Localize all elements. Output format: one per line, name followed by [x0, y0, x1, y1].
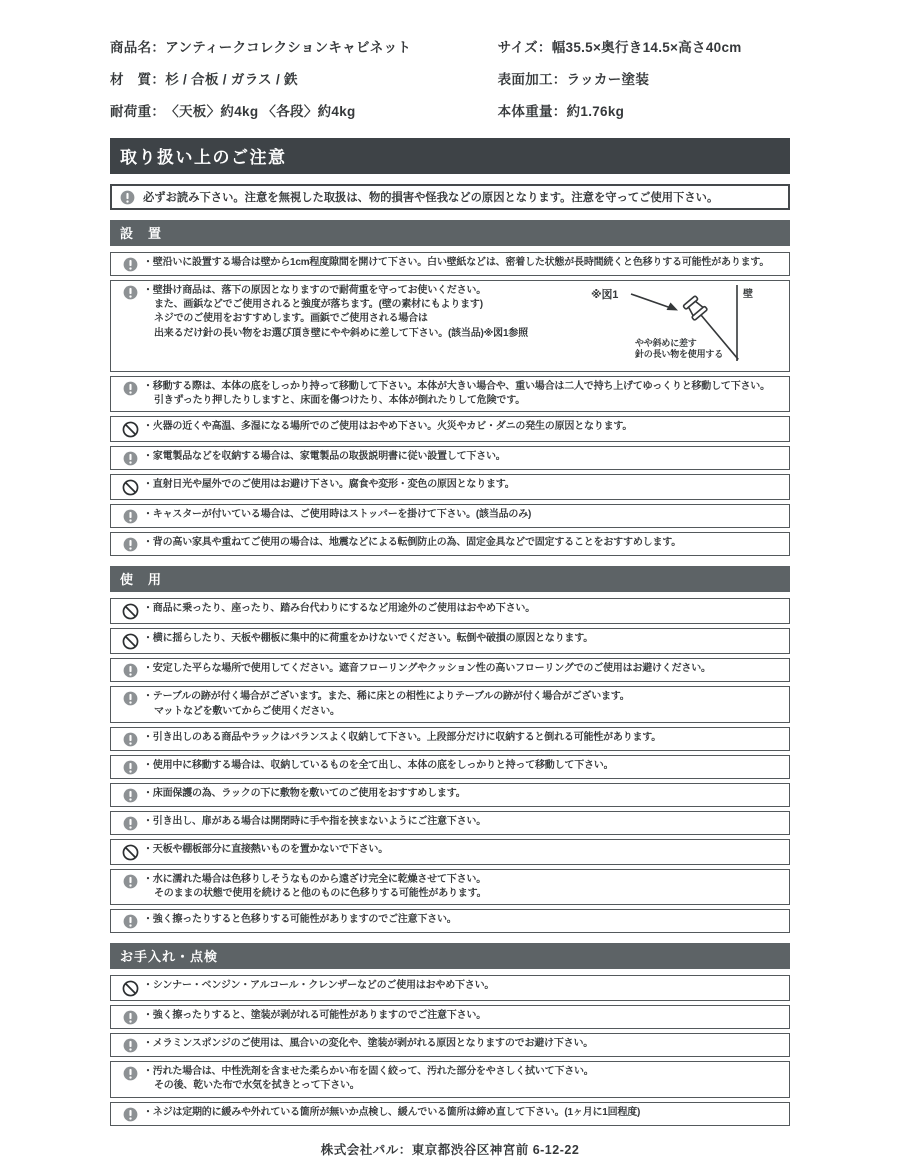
- section-use: [110, 566, 790, 933]
- instruction-row: [110, 869, 790, 905]
- instruction-text: [143, 508, 785, 522]
- instruction-line: ・水に濡れた場合は色移りしそうなものから遠ざけ完全に乾燥させて下さい。: [143, 873, 486, 885]
- instruction-text: [143, 815, 785, 829]
- figure-caption-line-2: 針の長い物を使用する: [635, 349, 724, 359]
- instruction-text: [143, 1106, 785, 1120]
- instruction-text: [143, 450, 785, 464]
- instruction-row: [110, 628, 790, 654]
- instruction-line: ・直射日光や屋外でのご使用はお避け下さい。腐食や変形・変色の原因となります。: [143, 479, 515, 491]
- instruction-row: [110, 598, 790, 624]
- caution-icon: [117, 914, 143, 929]
- caution-icon-glyph: [123, 451, 138, 466]
- product-info-value: 幅35.5×奥行き14.5×高さ40cm: [551, 40, 742, 55]
- caution-icon-glyph: [123, 732, 138, 747]
- caution-icon-glyph: [123, 788, 138, 803]
- pushpin-figure: [585, 283, 785, 363]
- instruction-text: [143, 602, 785, 616]
- product-info-label: 材 質：: [110, 72, 166, 87]
- instruction-text: [143, 380, 785, 408]
- product-info-value: アンティークコレクションキャビネット: [165, 40, 412, 55]
- caution-icon: [117, 663, 143, 678]
- instruction-line: ・移動する際は、本体の底をしっかり持って移動して下さい。本体が大きい場合や、重い場合は二人で持ち上げてゆっくりと移動して下さい。: [143, 381, 770, 392]
- instruction-line: その後、乾いた布で水気を拭きとって下さい。: [154, 1080, 360, 1092]
- caution-icon: [120, 190, 135, 205]
- instruction-row: [110, 783, 790, 807]
- caution-icon-glyph: [123, 1038, 138, 1053]
- product-info-value: 〈天板〉約4kg 〈各段〉約4kg: [165, 104, 356, 119]
- prohibition-icon: [117, 844, 143, 861]
- section-header-maintenance: [110, 943, 790, 969]
- instruction-text: [143, 979, 785, 993]
- instruction-line: 引きずったり押したりしますと、床面を傷つけたり、本体が倒れたりして危険です。: [154, 395, 525, 407]
- product-info-row: [498, 62, 790, 94]
- caution-icon: [117, 691, 143, 706]
- prohibition-icon-glyph: [122, 603, 139, 620]
- instruction-row: [110, 280, 790, 372]
- instruction-row: [110, 1005, 790, 1029]
- caution-icon-glyph: [123, 537, 138, 552]
- instruction-text: [143, 662, 785, 676]
- notice-text: 必ずお読み下さい。注意を無視した取扱は、物的損害や怪我などの原因となります。注意を守ってご使用下さい。: [143, 192, 719, 204]
- instruction-line: ・ネジは定期的に緩みや外れている箇所が無いか点検し、緩んでいる箇所は締め直して下さい。(1ヶ月に1回程度): [143, 1106, 641, 1118]
- instruction-text: [143, 632, 785, 646]
- caution-icon-glyph: [123, 285, 138, 300]
- caution-icon-glyph: [123, 760, 138, 775]
- product-info-value: ラッカー塗装: [566, 72, 650, 87]
- prohibition-icon: [117, 980, 143, 997]
- instruction-text: [143, 913, 785, 927]
- prohibition-icon-glyph: [122, 980, 139, 997]
- product-info-row: [110, 94, 498, 126]
- caution-icon: [117, 285, 143, 300]
- instruction-row: [110, 686, 790, 722]
- caution-icon: [117, 257, 143, 272]
- instruction-row: [110, 474, 790, 500]
- section-title: 設 置: [120, 226, 163, 241]
- figure-wall-label: 壁: [743, 289, 753, 300]
- instruction-line: ・火器の近くや高温、多湿になる場所でのご使用はおやめ下さい。火災やカビ・ダニの発生の原因となります。: [143, 421, 633, 433]
- prohibition-icon: [117, 633, 143, 650]
- instruction-line: ・メラミンスポンジのご使用は、風合いの変化や、塗装が剥がれる原因となりますのでお避け下さい。: [143, 1038, 594, 1050]
- instruction-line: ・背の高い家具や重ねてご使用の場合は、地震などによる転倒防止の為、固定金具などで固定することをおすすめします。: [143, 537, 682, 549]
- product-info-label: 本体重量：: [497, 104, 567, 119]
- instruction-text: [143, 1009, 785, 1023]
- caution-icon-glyph: [123, 1010, 138, 1025]
- product-info-label: 表面加工：: [497, 72, 567, 87]
- caution-icon-glyph: [120, 190, 135, 205]
- caution-icon: [117, 451, 143, 466]
- instruction-row: [110, 811, 790, 835]
- section-title: お手入れ・点検: [120, 949, 219, 965]
- instruction-line: マットなどを敷いてからご使用ください。: [154, 705, 340, 717]
- product-info-left-column: [110, 30, 498, 126]
- caution-icon-glyph: [123, 663, 138, 678]
- caution-icon-glyph: [123, 691, 138, 706]
- caution-icon: [117, 760, 143, 775]
- caution-icon-glyph: [123, 816, 138, 831]
- caution-icon: [117, 381, 143, 396]
- instruction-text: [143, 478, 785, 492]
- instruction-line: ・汚れた場合は、中性洗剤を含ませた柔らかい布を固く絞って、汚れた部分をやさしく拭いて下さい。: [143, 1066, 594, 1078]
- caution-icon: [117, 509, 143, 524]
- instruction-row: [110, 252, 790, 276]
- instruction-text: [143, 1065, 785, 1093]
- product-info: [110, 30, 790, 126]
- caution-icon-glyph: [123, 257, 138, 272]
- instruction-row: [110, 416, 790, 442]
- pushpin-figure-svg: [585, 283, 785, 363]
- product-info-row: [110, 62, 498, 94]
- instruction-line: ・壁掛け商品は、落下の原因となりますので耐荷重を守ってお使いください。: [143, 285, 486, 296]
- figure-caption-line-1: やや斜めに差す: [635, 338, 697, 348]
- instruction-text: [143, 873, 785, 901]
- instruction-text: [143, 843, 785, 857]
- instruction-line: ・引き出し、扉がある場合は開閉時に手や指を挟まないようにご注意下さい。: [143, 815, 486, 827]
- instruction-line: ・強く擦ったりすると、塗装が剥がれる可能性がありますのでご注意下さい。: [143, 1010, 486, 1022]
- instruction-line: ・壁沿いに設置する場合は壁から1cm程度隙間を開けて下さい。白い壁紙などは、密着した状態が長時間続くと色移りする可能性があります。: [143, 257, 770, 268]
- product-info-label: 商品名：: [110, 40, 166, 55]
- instruction-line: ・テーブルの跡が付く場合がございます。また、稀に床との相性によりテーブルの跡が付く場合がございます。: [143, 691, 630, 703]
- instruction-row: [110, 376, 790, 412]
- main-heading: [110, 138, 790, 174]
- instruction-line: ・家電製品などを収納する場合は、家電製品の取扱説明書に従い設置して下さい。: [143, 451, 506, 463]
- prohibition-icon-glyph: [122, 633, 139, 650]
- instruction-row: [110, 504, 790, 528]
- caution-icon: [117, 874, 143, 889]
- instruction-row: [110, 909, 790, 933]
- section-header-use: [110, 566, 790, 592]
- instruction-row: [110, 1033, 790, 1057]
- instruction-text: [143, 731, 785, 745]
- instruction-line: ・安定した平らな場所で使用してください。遮音フローリングやクッション性の高いフローリングでのご使用はお避けください。: [143, 663, 711, 675]
- instruction-line: ・引き出しのある商品やラックはバランスよく収納して下さい。上段部分だけに収納すると倒れる可能性があります。: [143, 731, 662, 743]
- instruction-row: [110, 446, 790, 470]
- product-info-row: [110, 30, 498, 62]
- main-heading-text: 取り扱い上のご注意: [120, 148, 287, 167]
- notice-box: [110, 184, 790, 210]
- caution-icon: [117, 732, 143, 747]
- instruction-line: ・天板や棚板部分に直接熱いものを置かないで下さい。: [143, 843, 388, 855]
- caution-icon-glyph: [123, 509, 138, 524]
- caution-icon: [117, 1107, 143, 1122]
- prohibition-icon-glyph: [122, 844, 139, 861]
- footer-company-address: 株式会社パル：東京都渋谷区神宮前 6-12-22: [320, 1142, 580, 1157]
- instruction-row: [110, 839, 790, 865]
- section-installation: [110, 220, 790, 556]
- instruction-line: ネジでのご使用をおすすめします。画鋲でご使用される場合は: [154, 313, 428, 325]
- instruction-text: [143, 759, 785, 773]
- caution-icon: [117, 816, 143, 831]
- section-header-installation: [110, 220, 790, 246]
- instruction-text: [143, 256, 785, 270]
- product-info-value: 約1.76kg: [566, 104, 625, 119]
- instruction-text: [143, 420, 785, 434]
- instruction-line: ・横に揺らしたり、天板や棚板に集中的に荷重をかけないでください。転倒や破損の原因となります。: [143, 633, 593, 645]
- section-maintenance: [110, 943, 790, 1125]
- instruction-line: ・使用中に移動する場合は、収納しているものを全て出し、本体の底をしっかりと持って移動して下さい。: [143, 759, 614, 771]
- instruction-row: [110, 727, 790, 751]
- prohibition-icon: [117, 421, 143, 438]
- instruction-row: [110, 1061, 790, 1097]
- instruction-row: [110, 975, 790, 1001]
- product-info-label: サイズ：: [497, 40, 552, 55]
- prohibition-icon-glyph: [122, 479, 139, 496]
- instruction-line: ・シンナー・ベンジン・アルコール・クレンザーなどのご使用はおやめ下さい。: [143, 980, 495, 992]
- product-info-row: [498, 30, 790, 62]
- instruction-text: [143, 1037, 785, 1051]
- instruction-line: ・キャスターが付いている場合は、ご使用時はストッパーを掛けて下さい。(該当品のみ): [143, 509, 532, 521]
- instruction-text: [143, 690, 785, 718]
- prohibition-icon: [117, 479, 143, 496]
- instruction-line: ・床面保護の為、ラックの下に敷物を敷いてのご使用をおすすめします。: [143, 787, 466, 799]
- figure-ref-label: ※図1: [591, 289, 619, 301]
- product-info-row: [498, 94, 790, 126]
- caution-icon: [117, 1066, 143, 1081]
- instruction-row: [110, 658, 790, 682]
- instruction-line: また、画鋲などでご使用されると強度が落ちます。(壁の素材にもよります): [154, 299, 483, 311]
- instruction-row: [110, 532, 790, 556]
- caution-icon: [117, 1010, 143, 1025]
- product-info-value: 杉 / 合板 / ガラス / 鉄: [165, 72, 298, 87]
- instruction-sections: [110, 220, 790, 1126]
- instruction-text: [143, 787, 785, 801]
- product-info-right-column: [498, 30, 790, 126]
- caution-icon-glyph: [123, 381, 138, 396]
- product-info-label: 耐荷重：: [110, 104, 166, 119]
- instruction-text: [143, 536, 785, 550]
- instruction-line: 出来るだけ針の長い物をお選び頂き壁にやや斜めに差して下さい。(該当品)※図1参照: [154, 327, 528, 339]
- caution-icon-glyph: [123, 874, 138, 889]
- prohibition-icon: [117, 603, 143, 620]
- caution-icon: [117, 788, 143, 803]
- caution-icon-glyph: [123, 1107, 138, 1122]
- instruction-line: ・強く擦ったりすると色移りする可能性がありますのでご注意下さい。: [143, 914, 457, 926]
- caution-icon-glyph: [123, 1066, 138, 1081]
- instruction-row: [110, 1102, 790, 1126]
- instruction-line: そのままの状態で使用を続けると他のものに色移りする可能性があります。: [154, 887, 487, 899]
- caution-icon: [117, 1038, 143, 1053]
- caution-icon-glyph: [123, 914, 138, 929]
- instruction-line: ・商品に乗ったり、座ったり、踏み台代わりにするなど用途外のご使用はおやめ下さい。: [143, 603, 535, 615]
- caution-icon: [117, 537, 143, 552]
- instruction-row: [110, 755, 790, 779]
- section-title: 使 用: [120, 572, 163, 588]
- prohibition-icon-glyph: [122, 421, 139, 438]
